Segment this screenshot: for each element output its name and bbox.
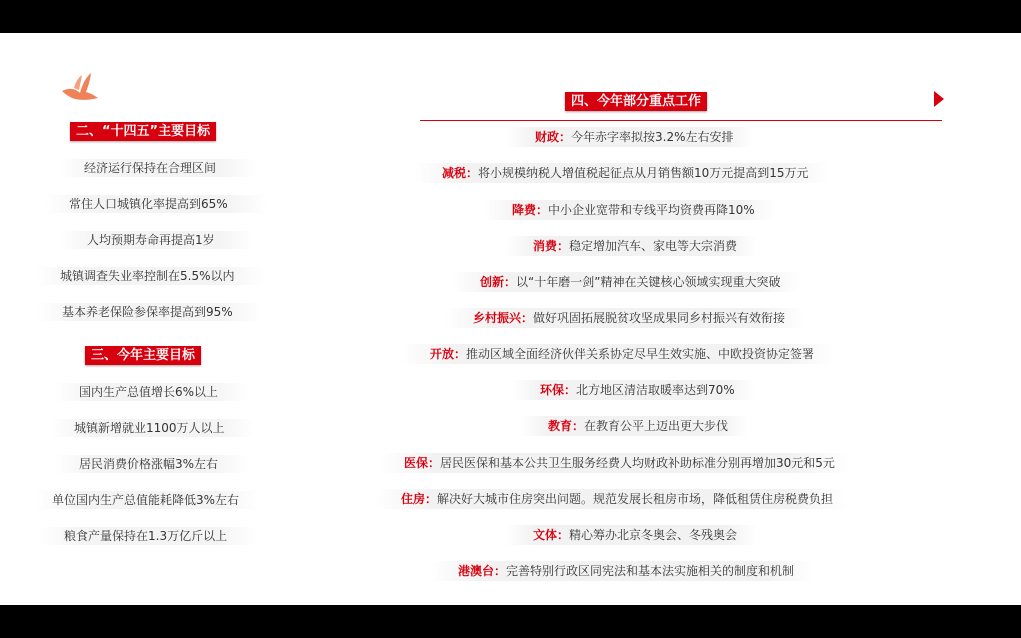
work-item-text: 解决好大城市住房突出问题。规范发展长租房市场，降低租赁住房税费负担 [437, 492, 834, 506]
work-item-label: 环保： [540, 383, 577, 397]
work-item-text: 完善特别行政区同宪法和基本法实施相关的制度和机制 [506, 564, 795, 578]
work-item-text: 以“十年磨一剑”精神在关键核心领域实现重大突破 [516, 275, 781, 289]
work-item-label: 乡村振兴： [473, 311, 534, 325]
work-item [400, 344, 834, 364]
work-item [484, 200, 775, 220]
work-item [520, 416, 748, 436]
slide [0, 33, 1021, 605]
work-item-text: 在教育公平上迈出更大步伐 [584, 419, 729, 433]
work-item-label: 降费： [512, 203, 549, 217]
goal-item: 城镇新增就业1100万人以上 [50, 419, 255, 437]
bird-logo-icon [60, 71, 100, 105]
work-item [512, 380, 755, 400]
work-item-label: 开放： [430, 347, 467, 361]
section-heading-key-work: 四、今年部分重点工作 [565, 92, 707, 111]
work-item-label: 港澳台： [458, 564, 507, 578]
work-item-label: 创新： [480, 275, 517, 289]
work-item-text: 推动区域全面经济伙伴关系协定尽早生效实施、中欧投资协定签署 [466, 347, 815, 361]
work-item-label: 财政： [535, 130, 572, 144]
goal-item: 人均预期寿命再提高1岁 [60, 231, 255, 249]
work-item [378, 453, 850, 473]
work-item [445, 308, 805, 328]
work-item-label: 消费： [533, 239, 570, 253]
work-item-text: 将小规模纳税人增值税起征点从月销售额10万元提高到15万元 [478, 166, 809, 180]
goal-item: 基本养老保险参保率提高到95% [36, 303, 263, 321]
triangle-right-icon[interactable] [934, 91, 944, 107]
work-item-label: 住房： [401, 492, 438, 506]
work-item-text: 稳定增加汽车、家电等大宗消费 [569, 239, 738, 253]
work-item [505, 525, 757, 545]
goal-item: 居民消费价格涨幅3%左右 [55, 455, 248, 473]
work-item-label: 减税： [442, 166, 479, 180]
work-item [414, 163, 829, 183]
work-item-label: 教育： [548, 419, 585, 433]
work-item [505, 236, 757, 256]
goal-item: 单位国内生产总值能耗降低3%左右 [36, 491, 259, 509]
work-item-text: 做好巩固拓展脱贫攻坚成果同乡村振兴有效衔接 [533, 311, 786, 325]
work-item [505, 127, 754, 147]
work-item [452, 272, 800, 292]
work-item-text: 今年赤字率拟按3.2%左右安排 [571, 130, 734, 144]
goal-item: 城镇调查失业率控制在5.5%以内 [36, 267, 265, 285]
work-item-label: 医保： [404, 456, 441, 470]
goal-item: 粮食产量保持在1.3万亿斤以上 [40, 527, 257, 545]
work-item-text: 居民医保和基本公共卫生服务经费人均财政补助标准分别再增加30元和5元 [440, 456, 835, 470]
goal-item: 经济运行保持在合理区间 [60, 159, 256, 177]
section-heading-annual-goals: 三、今年主要目标 [85, 346, 201, 365]
work-item [375, 489, 848, 509]
work-item-text: 精心筹办北京冬奥会、冬残奥会 [569, 528, 738, 542]
work-item [430, 561, 814, 581]
work-item-text: 中小企业宽带和专线平均资费再降10% [548, 203, 755, 217]
divider [420, 120, 942, 121]
section-heading-14th-five-year: 二、“十四五”主要目标 [70, 122, 216, 141]
goal-item: 国内生产总值增长6%以上 [55, 383, 248, 401]
goal-item: 常住人口城镇化率提高到65% [45, 195, 268, 213]
work-item-label: 文体： [533, 528, 570, 542]
work-item-text: 北方地区清洁取暖率达到70% [576, 383, 735, 397]
